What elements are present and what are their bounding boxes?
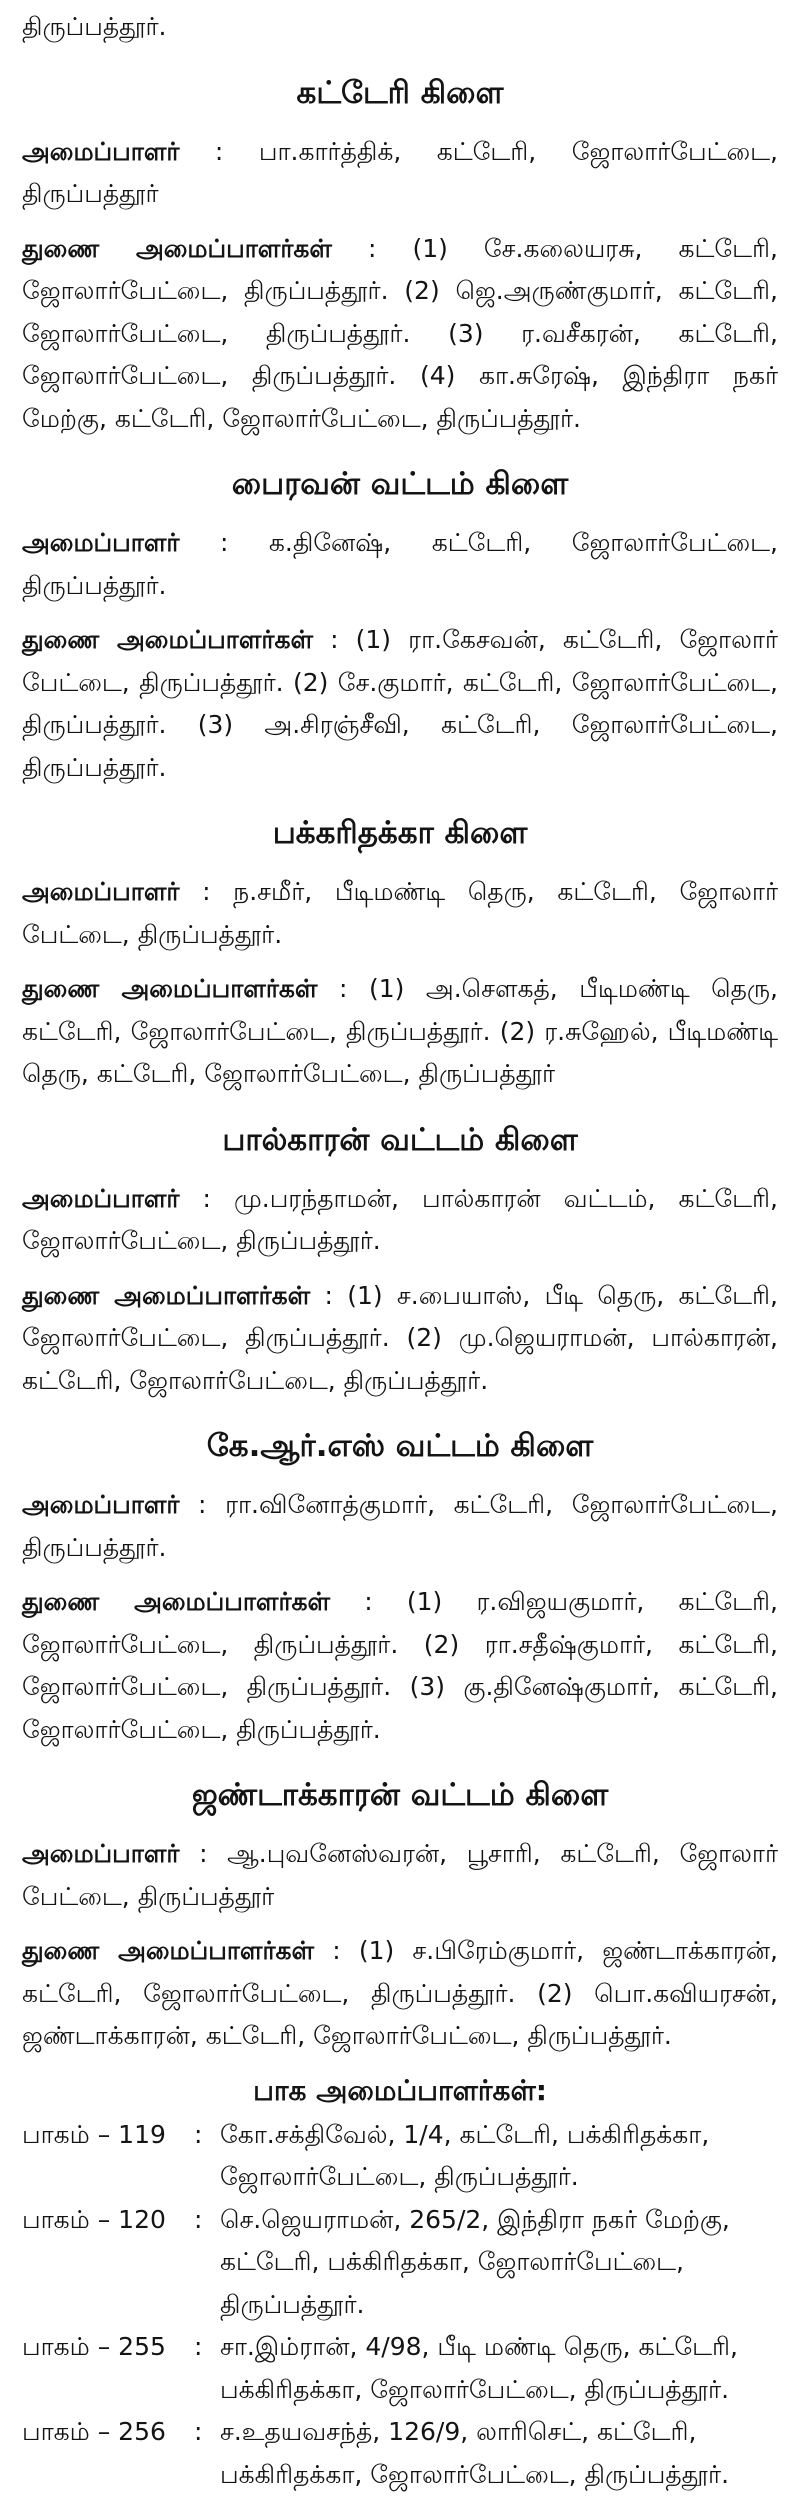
branch-section	[22, 1773, 778, 2058]
deputy-text: : (1) ச.பையாஸ், பீடி தெரு, கட்டேரி, ஜோலார்பேட்டை, திருப்பத்தூர். (2) மு.ஜெயராமன், பால்காரன், கட்டேரி, ஜோலார்பேட்டை, திருப்பத்தூர்.	[22, 1281, 778, 1395]
deputy-text: : (1) சே.கலையரசு, கட்டேரி, ஜோலார்பேட்டை, திருப்பத்தூர். (2) ஜெ.அருண்குமார், கட்டேரி, ஜோலார்பேட்டை, திருப்பத்தூர். (3) ர.வசீகரன், கட்டேரி, ஜோலார்பேட்டை, திருப்பத்தூர். (4) கா.சுரேஷ், இந்திரா நகர் மேற்கு, கட்டேரி, ஜோலார்பேட்டை, திருப்பத்தூர்.	[22, 234, 778, 433]
organizer-label: அமைப்பாளர்	[22, 137, 179, 166]
organizer-label: அமைப்பாளர்	[22, 1184, 179, 1213]
deputy-paragraph	[22, 968, 778, 1096]
booth-separator: :	[194, 2199, 220, 2242]
deputy-label: துணை அமைப்பாளர்கள்	[22, 234, 332, 263]
deputy-paragraph	[22, 228, 778, 441]
organizer-text: : ஆ.புவனேஸ்வரன், பூசாரி, கட்டேரி, ஜோலார் பேட்டை, திருப்பத்தூர்	[22, 1839, 778, 1911]
branch-section	[22, 1118, 778, 1403]
deputy-paragraph	[22, 1275, 778, 1403]
deputy-label: துணை அமைப்பாளர்கள்	[22, 625, 313, 654]
organizer-text: : பா.கார்த்திக், கட்டேரி, ஜோலார்பேட்டை, திருப்பத்தூர்	[22, 137, 778, 209]
deputy-text: : (1) ரா.கேசவன், கட்டேரி, ஜோலார் பேட்டை, திருப்பத்தூர். (2) சே.குமார், கட்டேரி, ஜோலார்பேட்டை, திருப்பத்தூர். (3) அ.சிரஞ்சீவி, கட்டேரி, ஜோலார்பேட்டை, திருப்பத்தூர்.	[22, 625, 778, 782]
branch-title: கே.ஆர்.எஸ் வட்டம் கிளை	[22, 1424, 778, 1468]
organizer-label: அமைப்பாளர்	[22, 1490, 179, 1519]
deputy-label: துணை அமைப்பாளர்கள்	[22, 974, 317, 1003]
organizer-label: அமைப்பாளர்	[22, 528, 179, 557]
organizer-label: அமைப்பாளர்	[22, 877, 179, 906]
booth-details: சா.இம்ரான், 4/98, பீடி மண்டி தெரு, கட்டேரி, பக்கிரிதக்கா, ஜோலார்பேட்டை, திருப்பத்தூர்.	[220, 2326, 778, 2411]
deputy-text: : (1) ச.பிரேம்குமார், ஜண்டாக்காரன், கட்டேரி, ஜோலார்பேட்டை, திருப்பத்தூர். (2) பொ.கவியரசன், ஜண்டாக்காரன், கட்டேரி, ஜோலார்பேட்டை, திருப்பத்தூர்.	[22, 1936, 778, 2050]
booth-number: பாகம் – 120	[22, 2199, 194, 2242]
branch-section	[22, 1424, 778, 1751]
branch-title: பால்காரன் வட்டம் கிளை	[22, 1118, 778, 1162]
booth-separator: :	[194, 2411, 220, 2454]
booth-number: பாகம் – 256	[22, 2411, 194, 2454]
organizer-text: : க.தினேஷ், கட்டேரி, ஜோலார்பேட்டை, திருப்பத்தூர்.	[22, 528, 778, 600]
deputy-paragraph	[22, 1581, 778, 1751]
branch-section	[22, 811, 778, 1096]
deputy-label: துணை அமைப்பாளர்கள்	[22, 1281, 310, 1310]
organizer-text: : மு.பரந்தாமன், பால்காரன் வட்டம், கட்டேரி, ஜோலார்பேட்டை, திருப்பத்தூர்.	[22, 1184, 778, 1256]
deputy-label: துணை அமைப்பாளர்கள்	[22, 1587, 330, 1616]
organizer-paragraph	[22, 1484, 778, 1569]
booth-separator: :	[194, 2326, 220, 2369]
deputy-paragraph	[22, 1930, 778, 2058]
branch-title: கட்டேரி கிளை	[22, 71, 778, 115]
booth-number: பாகம் – 255	[22, 2326, 194, 2369]
booth-organizers-section	[22, 2070, 778, 2496]
organizer-text: : ரா.வினோத்குமார், கட்டேரி, ஜோலார்பேட்டை, திருப்பத்தூர்.	[22, 1490, 778, 1562]
booth-row	[22, 2411, 778, 2496]
deputy-paragraph	[22, 619, 778, 789]
deputy-text: : (1) ர.விஜயகுமார், கட்டேரி, ஜோலார்பேட்டை, திருப்பத்தூர். (2) ரா.சதீஷ்குமார், கட்டேரி, ஜோலார்பேட்டை, திருப்பத்தூர். (3) கு.தினேஷ்குமார், கட்டேரி, ஜோலார்பேட்டை, திருப்பத்தூர்.	[22, 1587, 778, 1744]
booth-number: பாகம் – 119	[22, 2114, 194, 2157]
organizer-text: : ந.சமீர், பீடிமண்டி தெரு, கட்டேரி, ஜோலார் பேட்டை, திருப்பத்தூர்.	[22, 877, 778, 949]
booth-separator: :	[194, 2114, 220, 2157]
branch-section	[22, 71, 778, 441]
booth-details: ச.உதயவசந்த், 126/9, லாரிசெட், கட்டேரி, பக்கிரிதக்கா, ஜோலார்பேட்டை, திருப்பத்தூர்.	[220, 2411, 778, 2496]
organizer-paragraph	[22, 871, 778, 956]
booth-organizers-heading: பாக அமைப்பாளர்கள்:	[22, 2070, 778, 2112]
booth-row	[22, 2326, 778, 2411]
deputy-text: : (1) அ.சௌகத், பீடிமண்டி தெரு, கட்டேரி, ஜோலார்பேட்டை, திருப்பத்தூர். (2) ர.சுஹேல், பீடிமண்டி தெரு, கட்டேரி, ஜோலார்பேட்டை, திருப்பத்தூர்	[22, 974, 778, 1088]
organizer-label: அமைப்பாளர்	[22, 1839, 179, 1868]
organizer-paragraph	[22, 1833, 778, 1918]
booth-row	[22, 2199, 778, 2327]
booth-row	[22, 2114, 778, 2199]
branch-title: ஜண்டாக்காரன் வட்டம் கிளை	[22, 1773, 778, 1817]
branch-title: பைரவன் வட்டம் கிளை	[22, 462, 778, 506]
organizer-paragraph	[22, 131, 778, 216]
lead-line: திருப்பத்தூர்.	[22, 6, 778, 49]
booth-details: கோ.சக்திவேல், 1/4, கட்டேரி, பக்கிரிதக்கா, ஜோலார்பேட்டை, திருப்பத்தூர்.	[220, 2114, 778, 2199]
booth-details: செ.ஜெயராமன், 265/2, இந்திரா நகர் மேற்கு, கட்டேரி, பக்கிரிதக்கா, ஜோலார்பேட்டை, திருப்பத்தூர்.	[220, 2199, 778, 2327]
organizer-paragraph	[22, 522, 778, 607]
deputy-label: துணை அமைப்பாளர்கள்	[22, 1936, 314, 1965]
branch-section	[22, 462, 778, 789]
organizer-paragraph	[22, 1178, 778, 1263]
branch-title: பக்கரிதக்கா கிளை	[22, 811, 778, 855]
